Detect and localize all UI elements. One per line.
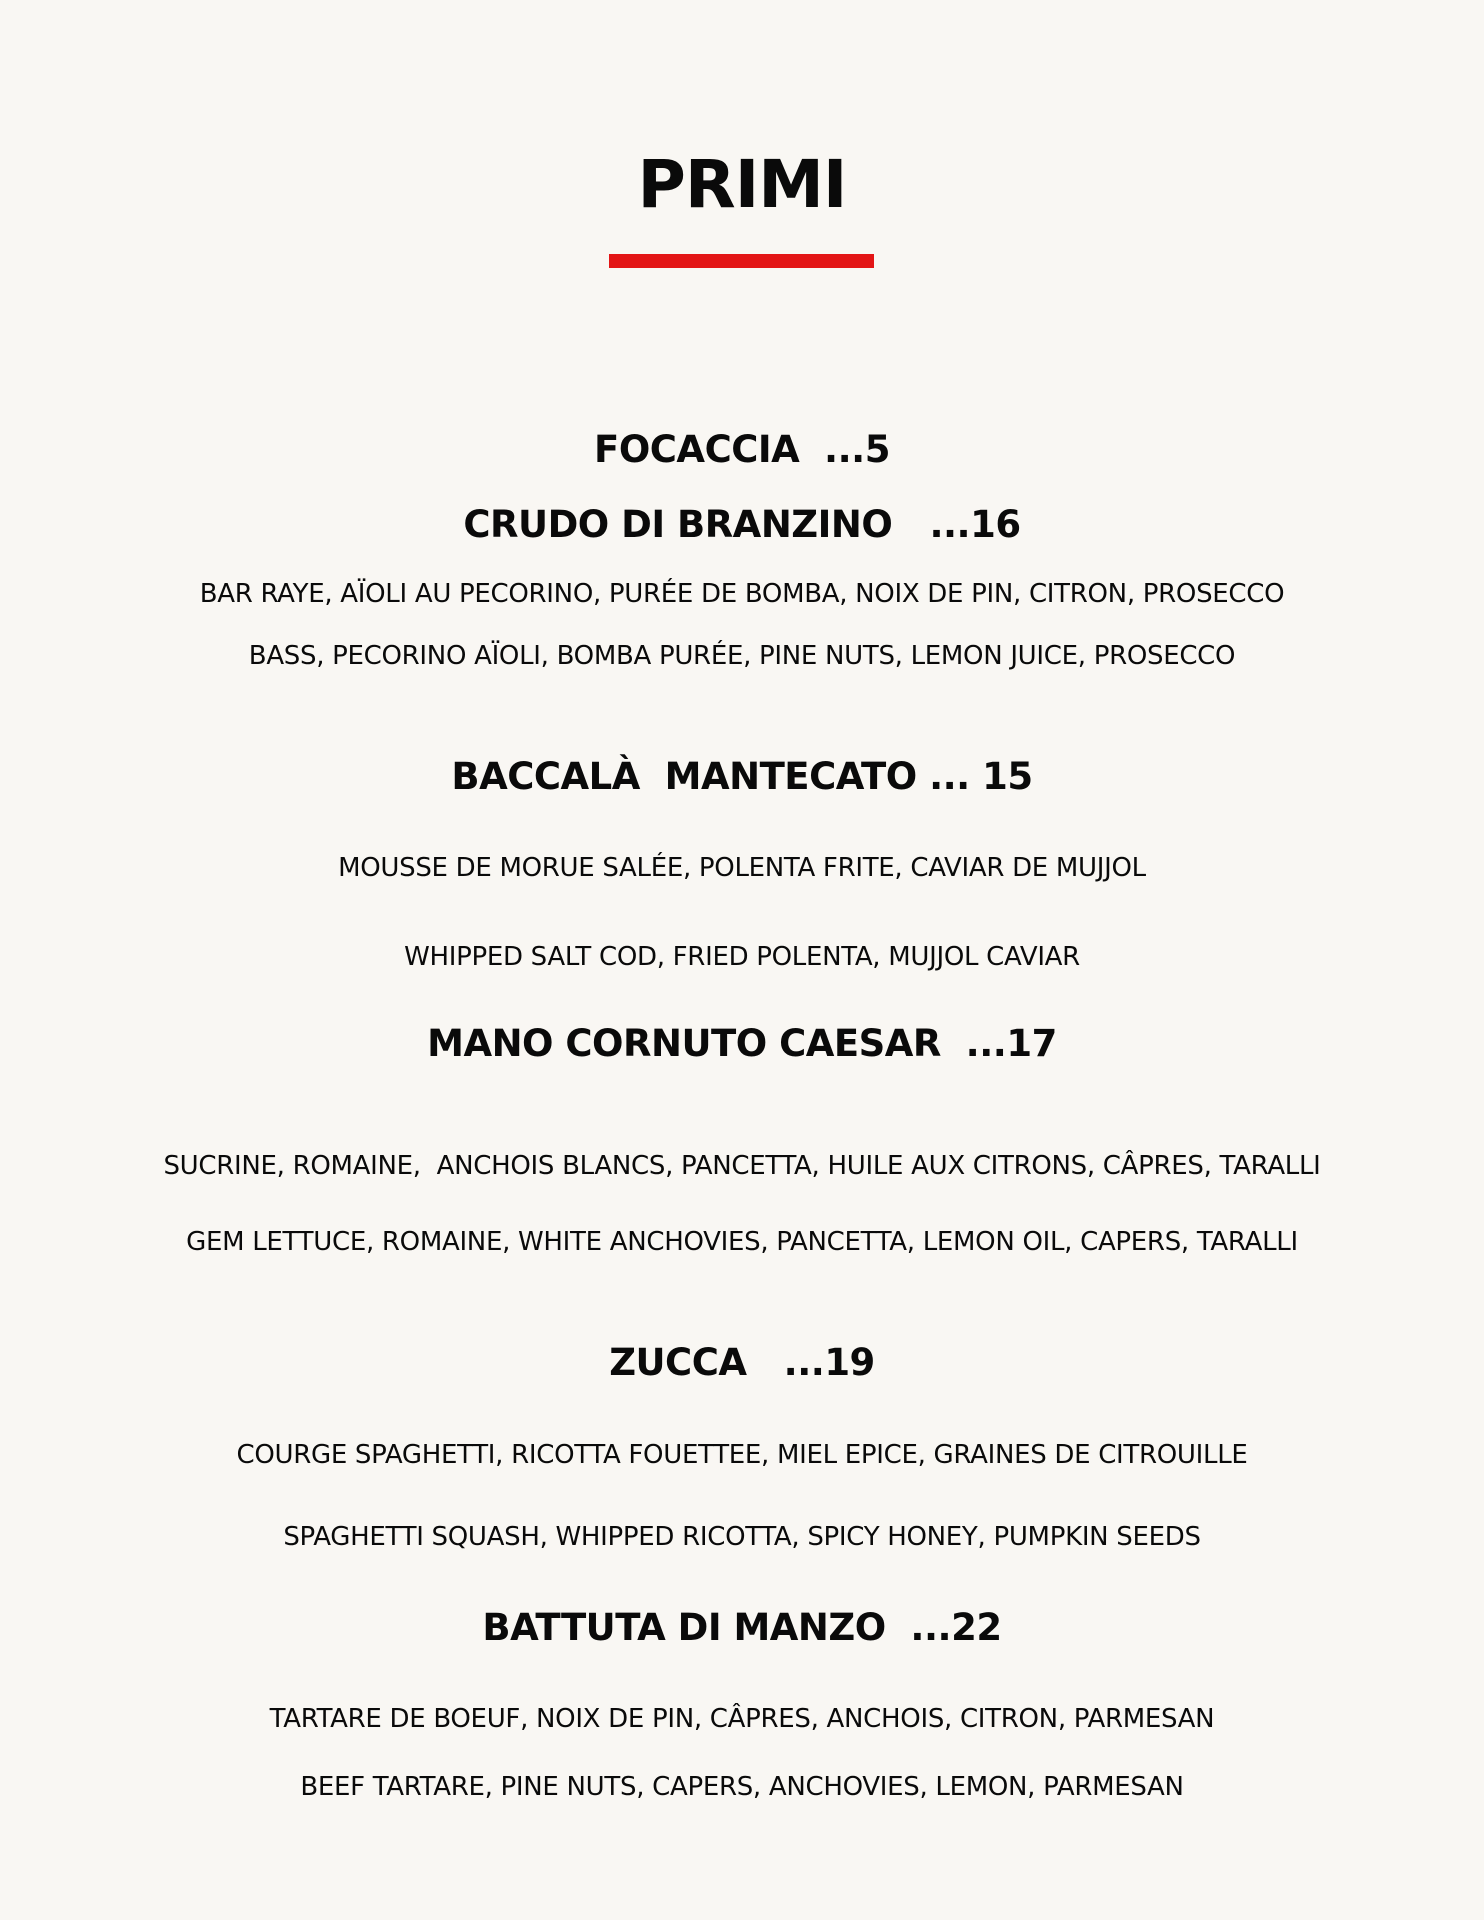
menu-item-crudo-desc-fr: BAR RAYE, AÏOLI AU PECORINO, PURÉE DE BOMBA, NOIX DE PIN, CITRON, PROSECCO <box>199 579 1285 609</box>
menu-item-battuta-title: BATTUTA DI MANZO ...22 <box>482 1606 1002 1649</box>
page-title: PRIMI <box>637 146 847 223</box>
menu-item-focaccia-title: FOCACCIA ...5 <box>594 428 890 471</box>
menu-item-zucca-desc-fr: COURGE SPAGHETTI, RICOTTA FOUETTEE, MIEL EPICE, GRAINES DE CITROUILLE <box>236 1440 1248 1470</box>
menu-item-crudo-desc-en: BASS, PECORINO AÏOLI, BOMBA PURÉE, PINE NUTS, LEMON JUICE, PROSECCO <box>248 641 1236 671</box>
menu-item-caesar-title: MANO CORNUTO CAESAR ...17 <box>427 1022 1057 1065</box>
menu-item-zucca-desc-en: SPAGHETTI SQUASH, WHIPPED RICOTTA, SPICY HONEY, PUMPKIN SEEDS <box>283 1522 1201 1552</box>
menu-item-battuta-desc-en: BEEF TARTARE, PINE NUTS, CAPERS, ANCHOVIES, LEMON, PARMESAN <box>300 1772 1184 1802</box>
menu-item-crudo-title: CRUDO DI BRANZINO ...16 <box>463 503 1021 546</box>
title-underline <box>609 254 874 268</box>
menu-item-baccala-desc-fr: MOUSSE DE MORUE SALÉE, POLENTA FRITE, CAVIAR DE MUJJOL <box>338 853 1146 883</box>
menu-item-zucca-title: ZUCCA ...19 <box>609 1341 875 1384</box>
menu-item-caesar-desc-fr: SUCRINE, ROMAINE, ANCHOIS BLANCS, PANCETTA, HUILE AUX CITRONS, CÂPRES, TARALLI <box>163 1151 1321 1181</box>
menu-item-battuta-desc-fr: TARTARE DE BOEUF, NOIX DE PIN, CÂPRES, ANCHOIS, CITRON, PARMESAN <box>269 1704 1215 1734</box>
menu-item-baccala-desc-en: WHIPPED SALT COD, FRIED POLENTA, MUJJOL CAVIAR <box>404 942 1080 972</box>
menu-item-caesar-desc-en: GEM LETTUCE, ROMAINE, WHITE ANCHOVIES, PANCETTA, LEMON OIL, CAPERS, TARALLI <box>186 1227 1298 1257</box>
menu-item-baccala-title: BACCALÀ MANTECATO ... 15 <box>451 755 1033 798</box>
